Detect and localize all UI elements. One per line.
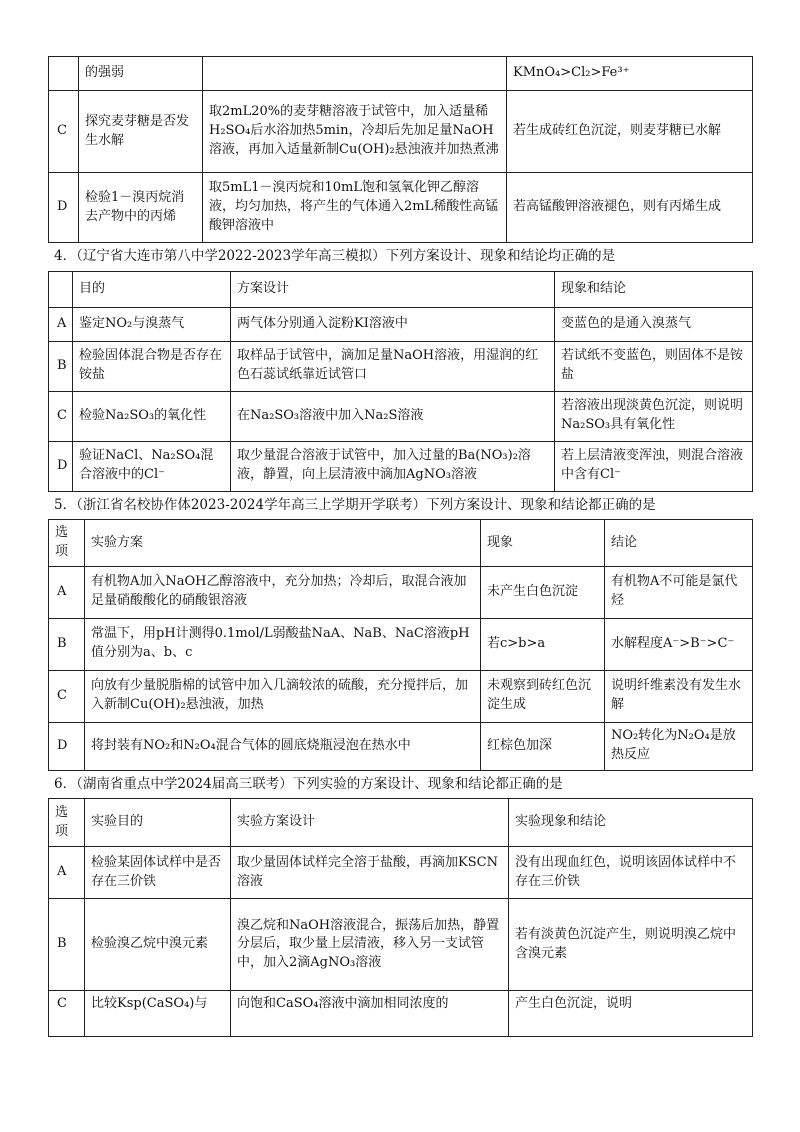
conclusion-cell: NO₂转化为N₂O₄是放热反应: [605, 722, 753, 770]
option-cell: B: [49, 341, 73, 391]
header-cell: 现象和结论: [555, 271, 753, 307]
result-cell: 若有淡黄色沉淀产生，则说明溴乙烷中含溴元素: [509, 899, 753, 991]
result-cell: 若生成砖红色沉淀，则麦芽糖已水解: [507, 91, 753, 173]
table-question-4: [48, 271, 753, 492]
header-cell: 方案设计: [231, 271, 555, 307]
option-cell: A: [49, 307, 73, 341]
table-row: [49, 722, 753, 770]
table-row: [49, 57, 753, 91]
table-header-row: [49, 799, 753, 847]
design-cell: 在Na₂SO₃溶液中加入Na₂S溶液: [231, 391, 555, 441]
goal-cell: 检验1－溴丙烷消去产物中的丙烯: [79, 173, 203, 243]
header-cell: 实验目的: [85, 799, 231, 847]
header-cell: 结论: [605, 520, 753, 567]
design-cell: 取少量混合溶液于试管中，加入过量的Ba(NO₃)₂溶液，静置，向上层清液中滴加AgNO₃溶液: [231, 441, 555, 491]
header-cell: 目的: [73, 271, 231, 307]
table-row: [49, 341, 753, 391]
header-cell: 选项: [49, 799, 85, 847]
design-cell: 将封装有NO₂和N₂O₄混合气体的圆底烧瓶浸泡在热水中: [85, 722, 481, 770]
design-cell: 取少量固体试样完全溶于盐酸，再滴加KSCN溶液: [231, 847, 509, 899]
goal-cell: 的强弱: [79, 57, 203, 91]
design-cell: 两气体分别通入淀粉KI溶液中: [231, 307, 555, 341]
result-cell: 若试纸不变蓝色，则固体不是铵盐: [555, 341, 753, 391]
phenomenon-cell: 红棕色加深: [481, 722, 605, 770]
design-cell: [203, 57, 507, 91]
design-cell: 常温下，用pH计测得0.1mol/L弱酸盐NaA、NaB、NaC溶液pH值分别为a、b、c: [85, 618, 481, 670]
goal-cell: 探究麦芽糖是否发生水解: [79, 91, 203, 173]
table-row: [49, 91, 753, 173]
document-page: [48, 56, 752, 1037]
table-question-3: [48, 56, 753, 243]
option-cell: B: [49, 899, 85, 991]
question-6-stem: 6．（湖南省重点中学2024届高三联考）下列实验的方案设计、现象和结论都正确的是: [54, 775, 563, 792]
table-row: [49, 670, 753, 722]
goal-cell: 鉴定NO₂与溴蒸气: [73, 307, 231, 341]
table-row: [49, 566, 753, 618]
header-cell: 实验现象和结论: [509, 799, 753, 847]
design-cell: 溴乙烷和NaOH溶液混合，振荡后加热，静置分层后，取少量上层清液，移入另一支试管中，加入2滴AgNO₃溶液: [231, 899, 509, 991]
phenomenon-cell: 未产生白色沉淀: [481, 566, 605, 618]
table-row: [49, 391, 753, 441]
result-cell: 没有出现血红色，说明该固体试样中不存在三价铁: [509, 847, 753, 899]
goal-cell: 检验Na₂SO₃的氧化性: [73, 391, 231, 441]
option-cell: D: [49, 173, 79, 243]
option-cell: [49, 57, 79, 91]
option-cell: C: [49, 670, 85, 722]
design-cell: 取5mL1－溴丙烷和10mL饱和氢氧化钾乙醇溶液，均匀加热，将产生的气体通入2mL稀酸性高锰酸钾溶液中: [203, 173, 507, 243]
option-cell: C: [49, 91, 79, 173]
conclusion-cell: 说明纤维素没有发生水解: [605, 670, 753, 722]
conclusion-cell: 水解程度A⁻>B⁻>C⁻: [605, 618, 753, 670]
result-cell: 变蓝色的是通入溴蒸气: [555, 307, 753, 341]
table-row: [49, 441, 753, 491]
header-cell: 选项: [49, 520, 85, 567]
table-question-5: [48, 519, 753, 771]
table-row: [49, 991, 753, 1037]
goal-cell: 比较Ksp(CaSO₄)与: [85, 991, 231, 1037]
phenomenon-cell: 若c>b>a: [481, 618, 605, 670]
option-cell: C: [49, 991, 85, 1037]
result-cell: 若溶液出现淡黄色沉淀，则说明Na₂SO₃具有氧化性: [555, 391, 753, 441]
table-row: [49, 618, 753, 670]
phenomenon-cell: 未观察到砖红色沉淀生成: [481, 670, 605, 722]
goal-cell: 检验某固体试样中是否存在三价铁: [85, 847, 231, 899]
result-cell: KMnO₄>Cl₂>Fe³⁺: [507, 57, 753, 91]
goal-cell: 检验溴乙烷中溴元素: [85, 899, 231, 991]
header-cell: 实验方案设计: [231, 799, 509, 847]
result-cell: 产生白色沉淀，说明: [509, 991, 753, 1037]
goal-cell: 验证NaCl、Na₂SO₄混合溶液中的Cl⁻: [73, 441, 231, 491]
option-cell: C: [49, 391, 73, 441]
table-header-row: [49, 271, 753, 307]
design-cell: 向饱和CaSO₄溶液中滴加相同浓度的: [231, 991, 509, 1037]
design-cell: 取样品于试管中，滴加足量NaOH溶液，用湿润的红色石蕊试纸靠近试管口: [231, 341, 555, 391]
table-row: [49, 173, 753, 243]
table-question-6: [48, 798, 753, 1037]
result-cell: 若高锰酸钾溶液褪色，则有丙烯生成: [507, 173, 753, 243]
header-cell: [49, 271, 73, 307]
table-row: [49, 847, 753, 899]
question-4-stem: 4．（辽宁省大连市第八中学2022-2023学年高三模拟）下列方案设计、现象和结论均正确的是: [54, 248, 616, 264]
option-cell: A: [49, 566, 85, 618]
option-cell: D: [49, 441, 73, 491]
table-row: [49, 307, 753, 341]
conclusion-cell: 有机物A不可能是氯代烃: [605, 566, 753, 618]
table-header-row: [49, 520, 753, 567]
header-cell: 实验方案: [85, 520, 481, 567]
design-cell: 有机物A加入NaOH乙醇溶液中，充分加热；冷却后，取混合液加足量硝酸酸化的硝酸银溶液: [85, 566, 481, 618]
option-cell: A: [49, 847, 85, 899]
design-cell: 取2mL20%的麦芽糖溶液于试管中，加入适量稀H₂SO₄后水浴加热5min，冷却后先加足量NaOH溶液，再加入适量新制Cu(OH)₂悬浊液并加热煮沸: [203, 91, 507, 173]
option-cell: B: [49, 618, 85, 670]
header-cell: 现象: [481, 520, 605, 567]
result-cell: 若上层清液变浑浊，则混合溶液中含有Cl⁻: [555, 441, 753, 491]
table-row: [49, 899, 753, 991]
question-5-stem: 5．（浙江省名校协作体2023-2024学年高三上学期开学联考）下列方案设计、现象和结论都正确的是: [54, 496, 656, 513]
design-cell: 向放有少量脱脂棉的试管中加入几滴较浓的硫酸，充分搅拌后，加入新制Cu(OH)₂悬浊液，加热: [85, 670, 481, 722]
option-cell: D: [49, 722, 85, 770]
goal-cell: 检验固体混合物是否存在铵盐: [73, 341, 231, 391]
